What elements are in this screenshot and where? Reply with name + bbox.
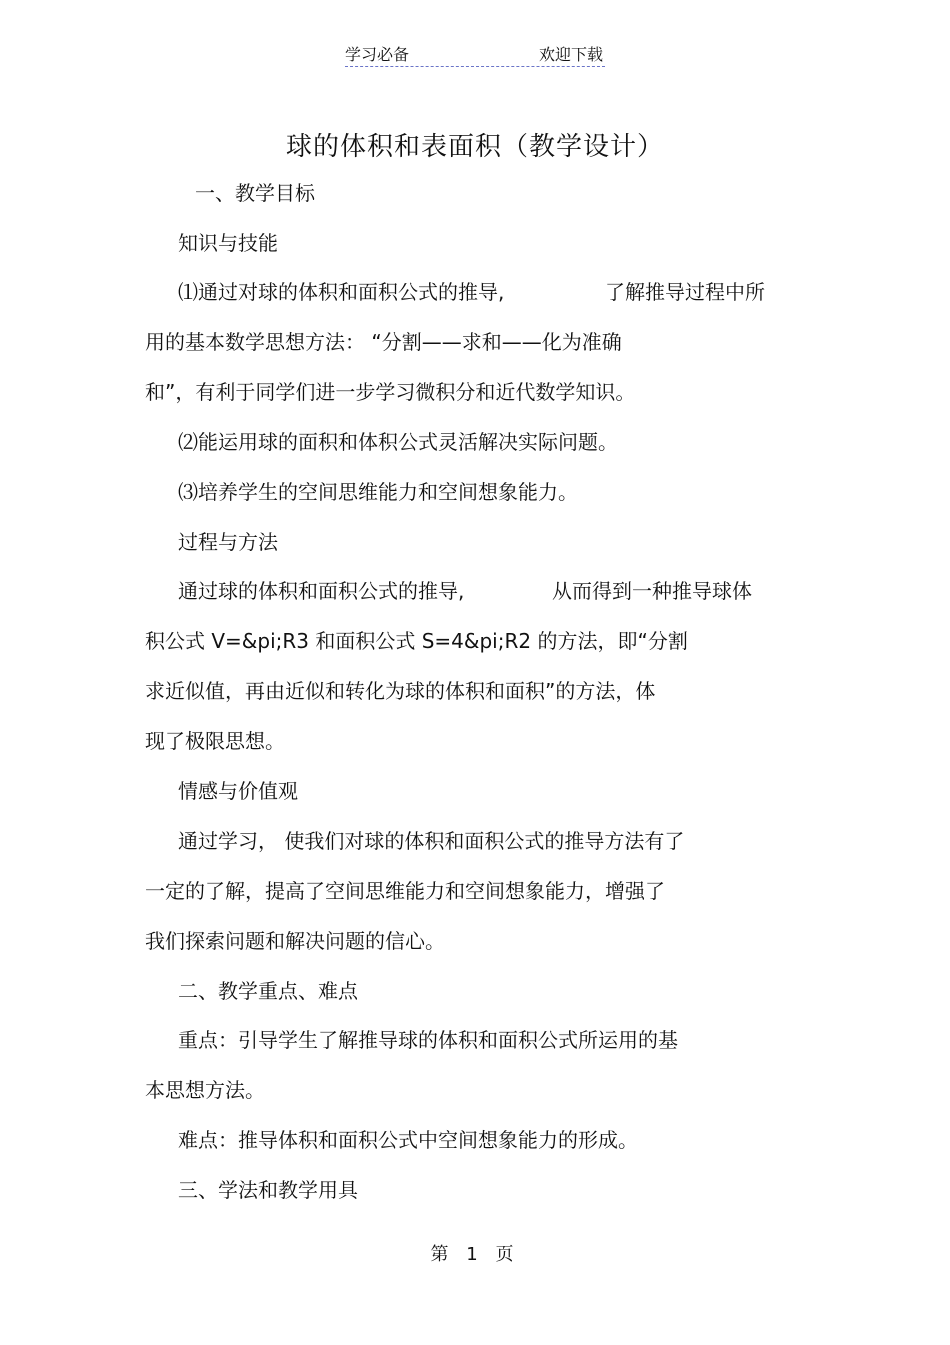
paragraph-line: 一定的了解，提高了空间思维能力和空间想象能力，增强了 — [145, 879, 665, 903]
page-header — [345, 40, 605, 67]
section-heading-key-points: 二、教学重点、难点 — [178, 979, 358, 1003]
section-heading-methods-tools: 三、学法和教学用具 — [178, 1178, 358, 1202]
header-left-text: 学习必备 — [345, 45, 410, 64]
paragraph-line: 了解推导过程中所 — [605, 280, 765, 304]
paragraph-line: 用的基本数学思想方法： “分割——求和——化为准确 — [145, 330, 622, 354]
subheading-emotion-values: 情感与价值观 — [178, 779, 298, 803]
paragraph-line: ⑴通过对球的体积和面积公式的推导, — [178, 280, 505, 304]
paragraph-line: 积公式 V=&pi;R3 和面积公式 S=4&pi;R2 的方法，即“分割 — [145, 629, 688, 653]
document-title: 球的体积和表面积（教学设计） — [285, 132, 664, 162]
header-right-text: 欢迎下载 — [538, 45, 603, 64]
paragraph-line: 求近似值，再由近似和转化为球的体积和面积”的方法，体 — [145, 679, 656, 703]
paragraph-line: 我们探索问题和解决问题的信心。 — [145, 929, 445, 953]
paragraph-line: 现了极限思想。 — [145, 729, 285, 753]
paragraph-line: 和”，有利于同学们进一步学习微积分和近代数学知识。 — [145, 380, 636, 404]
paragraph-line: ⑶培养学生的空间思维能力和空间想象能力。 — [178, 480, 578, 504]
subheading-knowledge-skills: 知识与技能 — [178, 231, 278, 255]
page-number: 第 1 页 — [430, 1244, 520, 1265]
paragraph-line: 重点：引导学生了解推导球的体积和面积公式所运用的基 — [178, 1028, 678, 1052]
paragraph-line: 从而得到一种推导球体 — [552, 579, 752, 603]
paragraph-line: 通过球的体积和面积公式的推导, — [178, 579, 465, 603]
section-heading-objectives: 一、教学目标 — [195, 181, 315, 205]
paragraph-line: 难点：推导体积和面积公式中空间想象能力的形成。 — [178, 1128, 638, 1152]
subheading-process-method: 过程与方法 — [178, 530, 278, 554]
paragraph-line: ⑵能运用球的面积和体积公式灵活解决实际问题。 — [178, 430, 618, 454]
paragraph-line: 本思想方法。 — [145, 1078, 265, 1102]
paragraph-line: 通过学习， 使我们对球的体积和面积公式的推导方法有了 — [178, 829, 685, 853]
